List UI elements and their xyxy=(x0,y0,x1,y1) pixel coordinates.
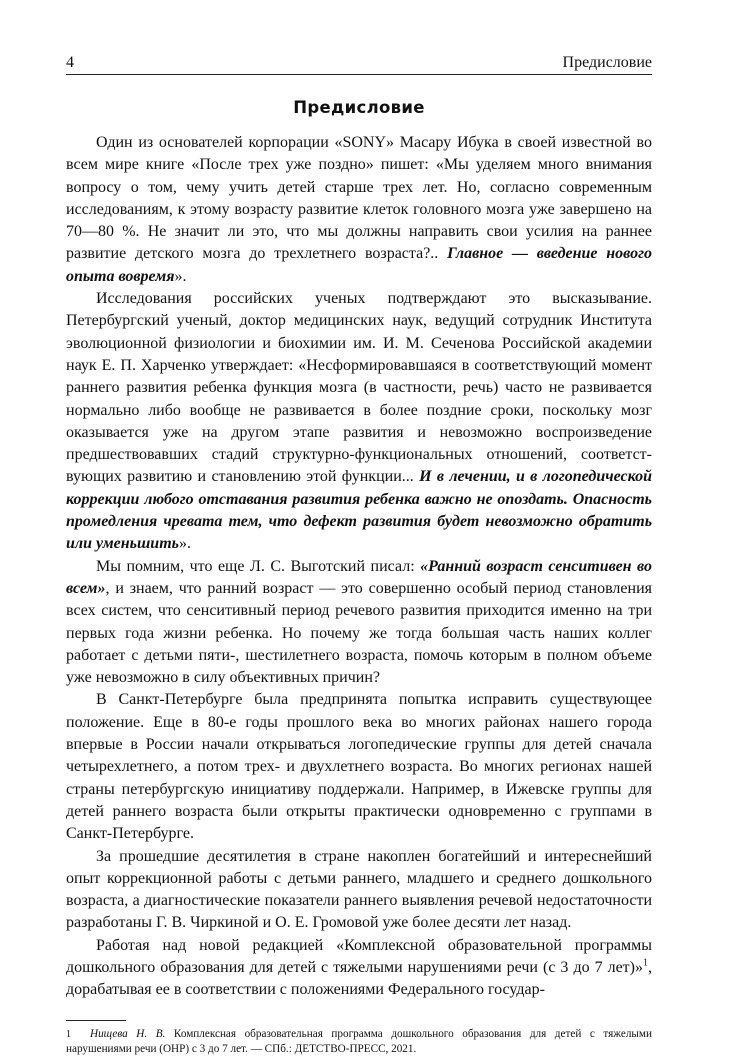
paragraph xyxy=(66,935,652,1002)
chapter-title: Предисловие xyxy=(293,98,425,117)
text-run: , дорабатывая ее в соответствии с положениями Федерального государ- xyxy=(66,958,652,999)
emphasis-run: Главное — введение нового опыта вовремя xyxy=(66,245,653,285)
text-run: Работая над новой редакцией «Комплексной образовательной программы дошкольного образования для детей с тяжелыми нарушениями речи (с 3 до 7 лет)» xyxy=(66,936,652,976)
emphasis-run: И в лечении, и в логопедической коррекции любого отставания развития ребенка важно не опоздать. Опасность промедления чревата тем, что дефект развития будет невозможно обратить или уменьшить xyxy=(66,468,652,553)
body-text xyxy=(66,132,652,1002)
text-run: Мы помним, что еще Л. С. Выготский писал: xyxy=(96,557,421,575)
footnote-reference: 1 xyxy=(643,957,648,969)
footnote-author: Нищева Н. В. xyxy=(90,1027,166,1040)
paragraph xyxy=(66,132,652,288)
text-run: Исследования российских ученых подтверждают это высказывание. Петербургский ученый, доктор медицинских наук, ведущий сотрудник Института эволюционной физиологии и биохимии им. И. М. Сеченова Российской академии наук Е. П. Харченко утверждает: «Несформировавшаяся в соответствующий момент раннего развития ребенка функция мозга (в частности, речь) часто не развивается нормально либо вообще не развивается в более поздние сроки, поскольку мозг оказывается уже на другом этапе развития и невозможно воспроизведение предшествовавших стадий структурно-функциональных отношений, соответствующих развитию и становлению этой функции... xyxy=(66,290,652,486)
footnote-mark: 1 xyxy=(66,1028,71,1040)
section-title: Предисловие xyxy=(562,54,652,71)
footnote-text: Комплексная образовательная программа дошкольного образования для детей с тяжелыми нарушениями речи (ОНР) с 3 до 7 лет. — СПб.: ДЕТСТВО-ПРЕСС, 2021. xyxy=(66,1027,652,1055)
text-run: В Санкт-Петербурге была предпринята попытка исправить существующее положение. Еще в 80-е годы прошлого века во многих районах нашего города впервые в России начали открываться логопедические группы для детей сначала четырехлетнего, а потом трех- и двухлетнего возраста. Во многих регионах нашей страны петербургскую инициативу поддержали. Например, в Ижевске группы для детей раннего возраста были открыты практически одновременно с группами в Санкт-Петербурге. xyxy=(66,691,652,843)
page-number: 4 xyxy=(66,54,74,71)
running-header xyxy=(66,54,652,75)
text-run: ». xyxy=(174,267,187,285)
paragraph xyxy=(66,689,652,845)
text-run: За прошедшие десятилетия в стране накоплен богатейший и интереснейший опыт коррекционной работы с детьми раннего, младшего и среднего дошкольного возраста, а диагностические показатели раннего выявления речевой недостаточности разработаны Г. В. Чиркиной и О. Е. Громовой уже более десяти лет назад. xyxy=(66,847,652,932)
paragraph xyxy=(66,846,652,935)
emphasis-run: «Ранний возраст сенситивен во всем» xyxy=(66,557,652,597)
paragraph xyxy=(66,288,652,556)
paragraph xyxy=(66,556,652,690)
footnote-divider xyxy=(66,1020,126,1021)
text-run: , и знаем, что ранний возраст — это совершенно особый период становления всех систем, что сенситивный период речевого развития приходится именно на три первых года жизни ребенка. Но почему же тогда большая часть наших коллег работает с детьми пяти-, шестилетнего возраста, помочь которым в полном объеме уже невозможно в силу объективных причин? xyxy=(66,579,652,687)
document-page xyxy=(66,54,652,1057)
text-run: ». xyxy=(178,535,191,553)
footnote xyxy=(66,1027,652,1057)
text-run: Один из основателей корпорации «SONY» Масару Ибука в своей известной во всем мире книге «После трех уже поздно» пишет: «Мы уделяем много внимания вопросу о том, чему учить детей старше трех лет. Но, согласно современным исследованиям, к этому возрасту развитие клеток головного мозга уже завершено на 70—80 %. Не значит ли это, что мы должны направить свои усилия на раннее развитие детского мозга до трехлетнего возраста?.. xyxy=(66,134,652,263)
